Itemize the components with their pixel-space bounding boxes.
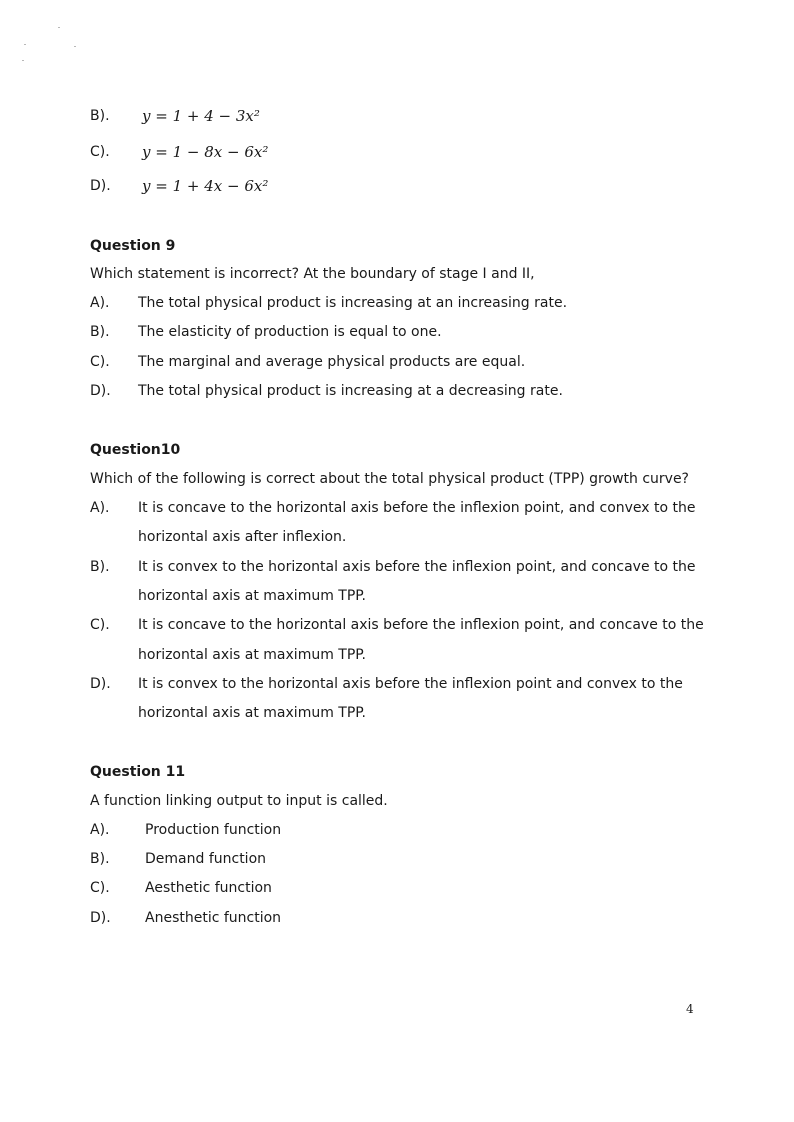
question-9-stem: Which statement is incorrect? At the boundary of stage I and II, — [90, 266, 535, 282]
option-label: A). — [90, 295, 110, 311]
option-text: The total physical product is increasing at an increasing rate. — [138, 295, 568, 311]
option-label: C). — [90, 617, 110, 633]
option-text-line-2: horizontal axis at maximum TPP. — [138, 647, 366, 663]
option-text-line-2: horizontal axis at maximum TPP. — [138, 705, 366, 721]
option-equation: y = 1 − 8x − 6x² — [142, 143, 269, 161]
option-label: C). — [90, 144, 110, 160]
option-label: B). — [90, 559, 110, 575]
option-label: D). — [90, 383, 111, 399]
question-11-stem: A function linking output to input is called. — [90, 793, 388, 809]
option-text: Production function — [145, 822, 282, 838]
option-label: C). — [90, 354, 110, 370]
option-text: The elasticity of production is equal to one. — [138, 324, 442, 340]
option-text: Demand function — [145, 851, 267, 867]
option-label: B). — [90, 108, 110, 124]
option-text: The marginal and average physical products are equal. — [138, 354, 526, 370]
option-text: Anesthetic function — [145, 910, 282, 926]
option-label: D). — [90, 910, 111, 926]
option-equation: y = 1 + 4x − 6x² — [142, 177, 269, 195]
option-label: B). — [90, 851, 110, 867]
scan-speck — [74, 46, 76, 47]
option-text-line-1: It is convex to the horizontal axis before the inflexion point, and concave to the — [138, 559, 696, 575]
option-text-line-2: horizontal axis after inflexion. — [138, 529, 347, 545]
scan-speck — [24, 44, 26, 45]
option-label: C). — [90, 880, 110, 896]
question-11-heading: Question 11 — [90, 764, 186, 780]
option-text-line-1: It is concave to the horizontal axis before the inflexion point, and convex to the — [138, 500, 696, 516]
option-text: The total physical product is increasing at a decreasing rate. — [138, 383, 563, 399]
scan-speck — [22, 60, 24, 61]
question-9-heading: Question 9 — [90, 238, 176, 254]
scan-speck — [58, 27, 60, 28]
option-equation: y = 1 + 4 − 3x² — [142, 107, 260, 125]
option-text-line-2: horizontal axis at maximum TPP. — [138, 588, 366, 604]
option-text: Aesthetic function — [145, 880, 272, 896]
option-text-line-1: It is convex to the horizontal axis before the inflexion point and convex to the — [138, 676, 683, 692]
page-number: 4 — [686, 1002, 694, 1016]
option-label: A). — [90, 822, 110, 838]
question-10-heading: Question10 — [90, 442, 181, 458]
option-label: D). — [90, 676, 111, 692]
option-text-line-1: It is concave to the horizontal axis before the inflexion point, and concave to the — [138, 617, 704, 633]
option-label: A). — [90, 500, 110, 516]
option-label: D). — [90, 178, 111, 194]
question-10-stem: Which of the following is correct about the total physical product (TPP) growth curve? — [90, 471, 689, 487]
option-label: B). — [90, 324, 110, 340]
